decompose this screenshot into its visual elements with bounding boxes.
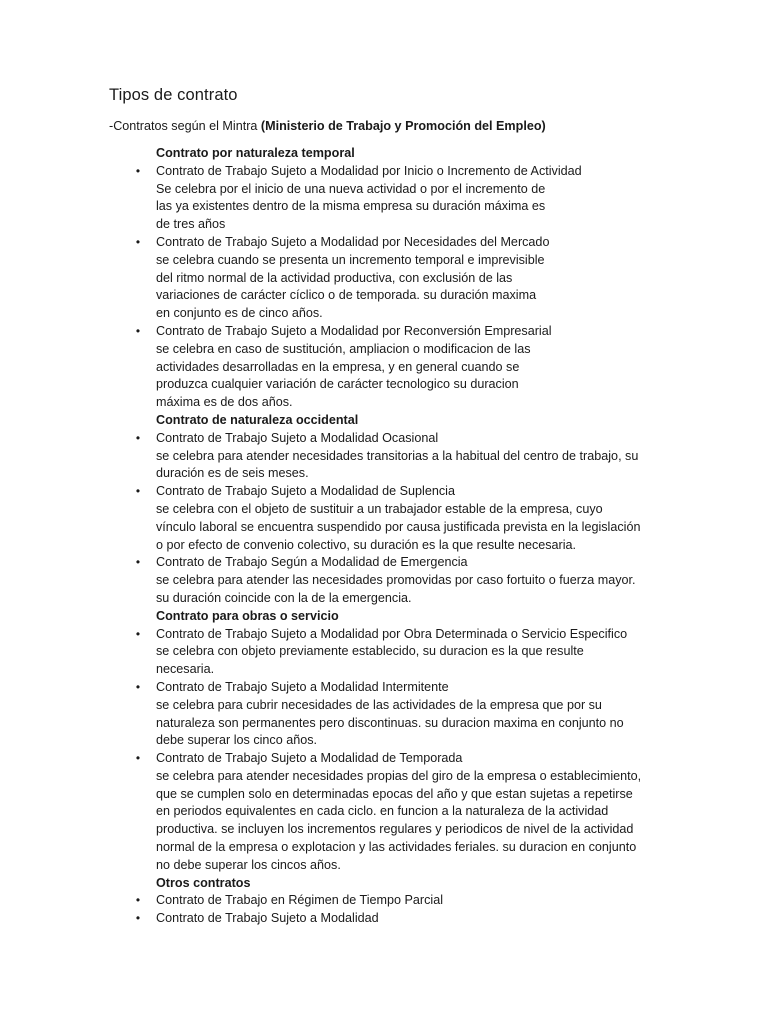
- list-item: [131, 323, 671, 412]
- bullet-icon: •: [135, 163, 141, 178]
- contract-title: Contrato de Trabajo Sujeto a Modalidad por Necesidades del Mercado: [156, 234, 550, 249]
- contract-title: Contrato de Trabajo Sujeto a Modalidad de Suplencia: [156, 484, 455, 499]
- contract-title: Contrato de Trabajo Sujeto a Modalidad Intermitente: [156, 679, 449, 694]
- intro-text: -Contratos según el Mintra: [109, 119, 261, 133]
- list-item: [131, 910, 671, 928]
- list-item: [131, 892, 671, 910]
- contract-description: se celebra para atender las necesidades promovidas por caso fortuito o fuerza mayor. su duración coincide con la de la emergencia.: [156, 573, 636, 605]
- contract-description: se celebra para atender necesidades transitorias a la habitual del centro de trabajo, su duración es de seis meses.: [156, 448, 639, 481]
- contract-title: Contrato de Trabajo Sujeto a Modalidad por Obra Determinada o Servicio Especifico: [156, 626, 628, 641]
- list-item: [131, 626, 671, 679]
- list-item: [131, 554, 671, 607]
- contract-title: Contrato de Trabajo Sujeto a Modalidad: [156, 911, 379, 926]
- list-item: [131, 430, 671, 483]
- intro-ministry: (Ministerio de Trabajo y Promoción del Empleo): [260, 119, 546, 133]
- section-heading: Contrato por naturaleza temporal: [156, 146, 355, 160]
- list-item: [131, 679, 671, 750]
- contract-title: Contrato de Trabajo Según a Modalidad de Emergencia: [156, 555, 468, 570]
- list-item: [131, 234, 671, 323]
- contract-title: Contrato de Trabajo Sujeto a Modalidad por Inicio o Incremento de Actividad: [156, 163, 582, 178]
- document-title: Tipos de contrato: [109, 86, 238, 104]
- contract-list: [131, 626, 671, 875]
- list-item: [131, 163, 671, 234]
- bullet-icon: •: [135, 234, 141, 249]
- contract-title: Contrato de Trabajo Sujeto a Modalidad por Reconversión Empresarial: [156, 323, 552, 338]
- bullet-icon: •: [135, 911, 141, 926]
- contract-title: Contrato de Trabajo Sujeto a Modalidad Ocasional: [156, 430, 439, 445]
- contract-description: Se celebra por el inicio de una nueva actividad o por el incremento de las ya existentes dentro de la misma empresa su duración máxima es de tres años: [156, 181, 546, 232]
- section-heading: Contrato de naturaleza occidental: [156, 412, 359, 427]
- bullet-icon: •: [135, 679, 141, 694]
- bullet-icon: •: [135, 484, 141, 499]
- contract-sections: [131, 145, 671, 928]
- section-heading: Otros contratos: [156, 875, 251, 890]
- list-item: [131, 483, 671, 554]
- bullet-icon: •: [135, 555, 141, 570]
- contract-description: se celebra para cubrir necesidades de las actividades de la empresa que por su naturaleza son permanentes pero discontinuas. su duracion maxima en conjunto no debe superar los cinco años.: [156, 697, 624, 748]
- contract-description: se celebra con el objeto de sustituir a un trabajador estable de la empresa, cuyo vínculo laboral se encuentra suspendido por causa justificada prevista en la legislación o por efecto de convenio colectivo, su duración es la que resulte necesaria.: [156, 501, 641, 552]
- contract-list: [131, 430, 671, 608]
- contract-title: Contrato de Trabajo en Régimen de Tiempo Parcial: [156, 893, 444, 908]
- list-item: [131, 750, 671, 875]
- contract-description: se celebra para atender necesidades propias del giro de la empresa o establecimiento, que se cumplen solo en determinadas epocas del año y que estan sujetas a repetirse en periodos equivalentes en cada ciclo. en funcion a la naturaleza de la actividad productiva. se incluyen los incrementos regulares y periodicos de nivel de la actividad normal de la empresa o explotacion y las actividades feriales. su duracion en conjunto no debe superar los cincos años.: [156, 768, 642, 872]
- bullet-icon: •: [135, 751, 141, 766]
- bullet-icon: •: [135, 893, 141, 908]
- bullet-icon: •: [135, 626, 141, 641]
- contract-list: [131, 163, 671, 412]
- contract-description: se celebra cuando se presenta un incremento temporal e imprevisible del ritmo normal de la actividad productiva, con exclusión de las variaciones de carácter cíclico o de temporada. su duración maxima en conjunto es de cinco años.: [156, 252, 545, 321]
- section-heading: Contrato para obras o servicio: [156, 608, 339, 623]
- contract-description: se celebra en caso de sustitución, ampliacion o modificacion de las actividades desarrolladas en la empresa, y en general cuando se produzca cualquier variación de carácter tecnologico su duracion máxima es de dos años.: [156, 341, 531, 410]
- contract-title: Contrato de Trabajo Sujeto a Modalidad de Temporada: [156, 751, 463, 766]
- document-intro: [109, 119, 546, 133]
- contract-list: [131, 892, 671, 928]
- contract-description: se celebra con objeto previamente establecido, su duracion es la que resulte necesaria.: [156, 644, 584, 677]
- bullet-icon: •: [135, 430, 141, 445]
- bullet-icon: •: [135, 323, 141, 338]
